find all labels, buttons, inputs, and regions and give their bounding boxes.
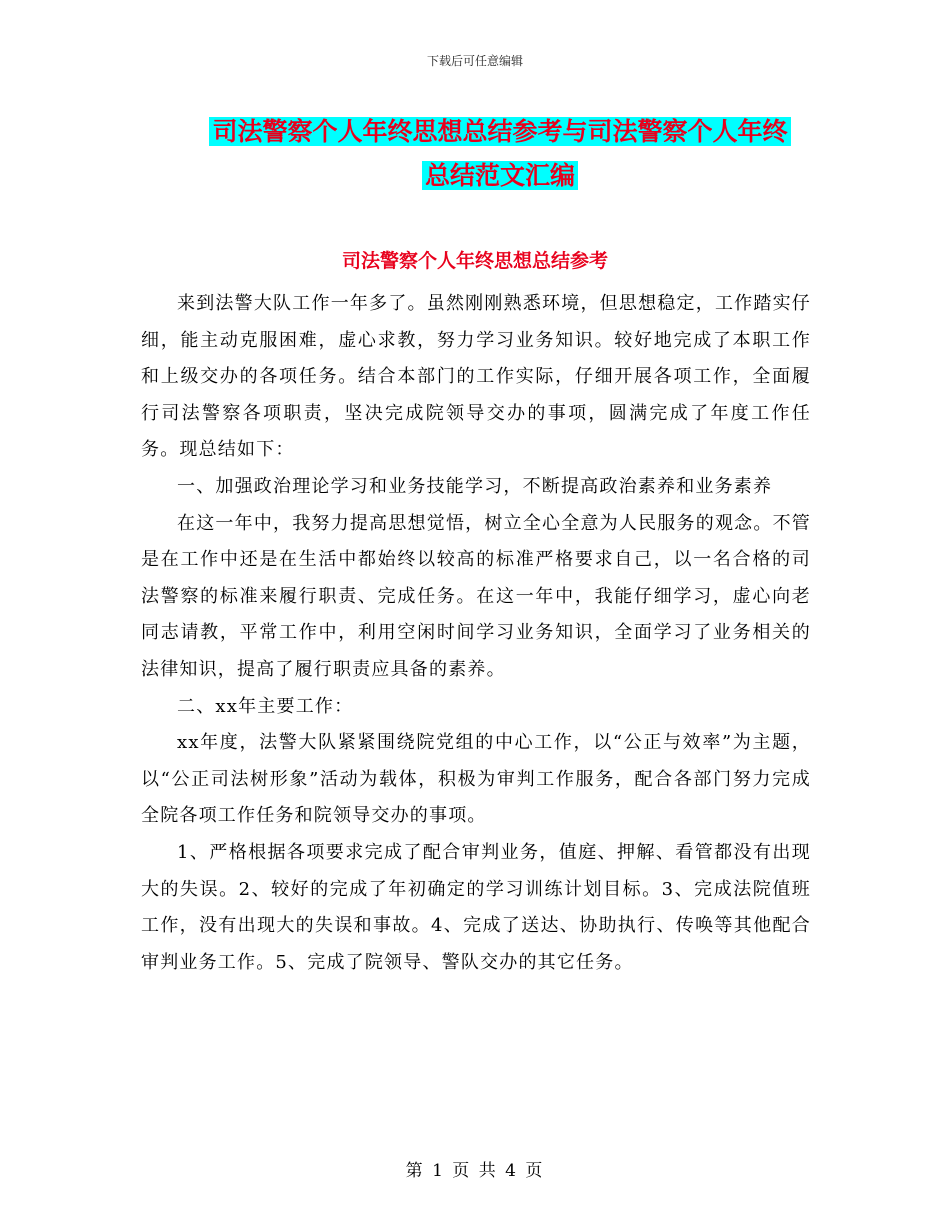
title-line-2: 总结范文汇编: [422, 161, 578, 190]
paragraph-heading-1: 一、加强政治理论学习和业务技能学习，不断提高政治素养和业务素养: [177, 475, 773, 497]
paragraph-study: 在这一年中，我努力提高思想觉悟，树立全心全意为人民服务的观念。不管是在工作中还是在生活中都始终以较高的标准严格要求自己，以一名合格的司法警察的标准来履行职责、完成任务。在这一年中，我能仔细学习，虚心向老同志请教，平常工作中，利用空闲时间学习业务知识，全面学习了业务相关的法律知识，提高了履行职责应具备的素养。: [141, 512, 811, 680]
paragraph-work-items: 1、严格根据各项要求完成了配合审判业务，值庭、押解、看管都没有出现大的失误。2、较好的完成了年初确定的学习训练计划目标。3、完成法院值班工作，没有出现大的失误和事故。4、完成了送达、协助执行、传唤等其他配合审判业务工作。5、完成了院领导、警队交办的其它任务。: [141, 841, 811, 973]
header-note: 下载后可任意编辑: [426, 54, 523, 68]
paragraph-heading-2: 二、xx年主要工作：: [177, 695, 354, 717]
document-title: [100, 110, 900, 198]
document-body: [141, 286, 811, 981]
section-title: 司法警察个人年终思想总结参考: [341, 250, 608, 272]
title-line-1: 司法警察个人年终思想总结参考与司法警察个人年终: [209, 117, 790, 146]
page-footer: 第 1 页 共 4 页: [405, 1161, 545, 1181]
paragraph-intro: 来到法警大队工作一年多了。虽然刚刚熟悉环境，但思想稳定，工作踏实仔细，能主动克服困难，虚心求教，努力学习业务知识。较好地完成了本职工作和上级交办的各项任务。结合本部门的工作实际，仔细开展各项工作，全面履行司法警察各项职责，坚决完成院领导交办的事项，圆满完成了年度工作任务。现总结如下：: [141, 293, 811, 461]
paragraph-annual-work: xx年度，法警大队紧紧围绕院党组的中心工作，以“公正与效率”为主题，以“公正司法树形象”活动为载体，积极为审判工作服务，配合各部门努力完成全院各项工作任务和院领导交办的事项。: [141, 732, 811, 827]
